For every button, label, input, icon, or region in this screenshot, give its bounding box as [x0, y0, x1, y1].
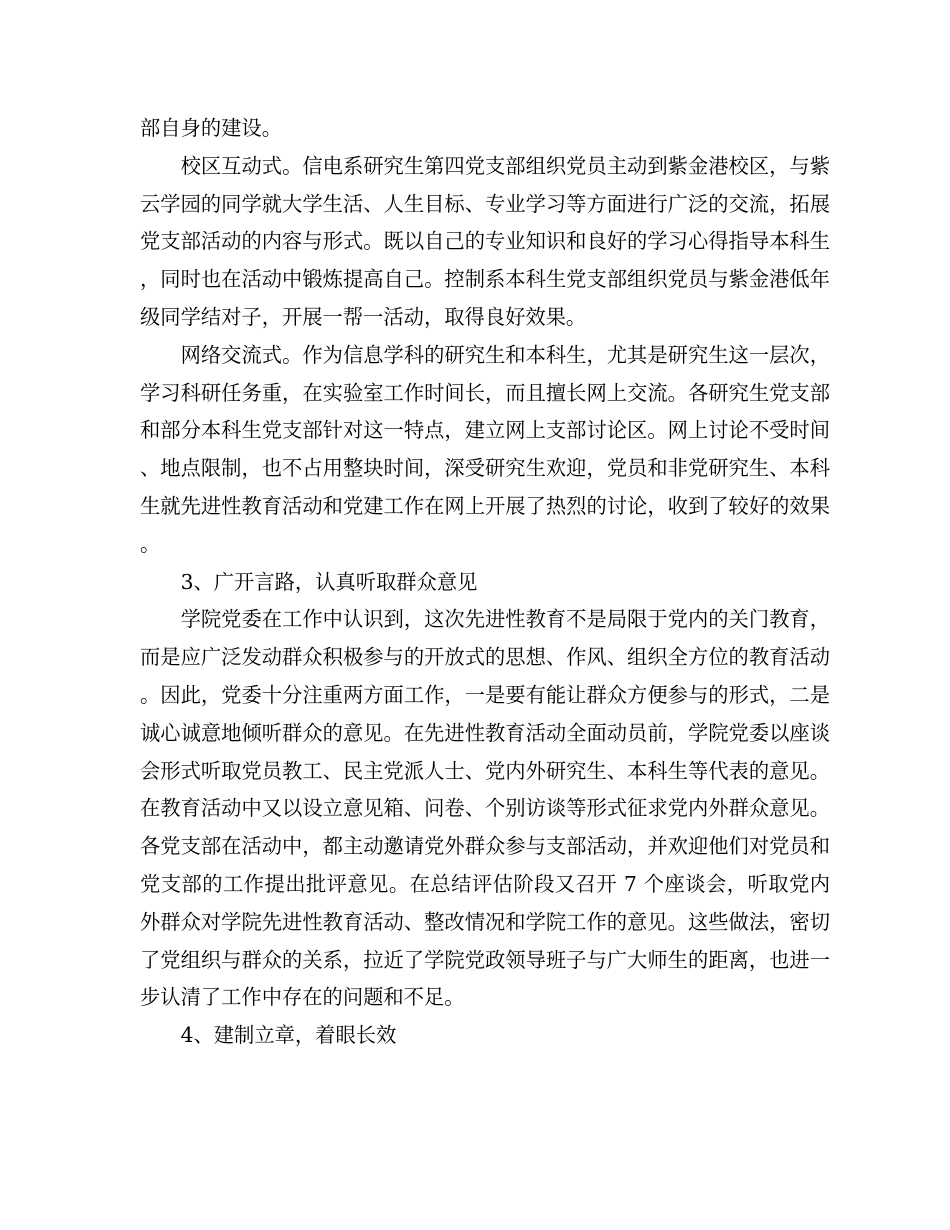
section-heading-3: 3、广开言路，认真听取群众意见 — [180, 569, 478, 594]
paragraph-listen-opinions: 学院党委在工作中认识到，这次先进性教育不是局限于党内的关门教育，而是应广泛发动群众积极参与的开放式的思想、作风、组织全方位的教育活动。因此，党委十分注重两方面工作，一是要有能让群众方便参与的形式，二是诚心诚意地倾听群众的意见。在先进性教育活动全面动员前，学院党委以座谈会形式听取党员教工、民主党派人士、党内外研究生、本科生等代表的意见。在教育活动中又以设立意见箱、问卷、个别访谈等形式征求党内外群众意见。各党支部在活动中，都主动邀请党外群众参与支部活动，并欢迎他们对党员和党支部的工作提出批评意见。在总结评估阶段又召开 7 个座谈会，听取党内外群众对学院先进性教育活动、整改情况和学院工作的意见。这些做法，密切了党组织与群众的关系，拉近了学院党政领导班子与广大师生的距离，也进一步认清了工作中存在的问题和不足。 — [140, 607, 830, 1010]
document-body — [140, 110, 830, 1055]
paragraph-continuation: 部自身的建设。 — [140, 116, 282, 140]
paragraph-online-exchange: 网络交流式。作为信息学科的研究生和本科生，尤其是研究生这一层次，学习科研任务重，在实验室工作时间长，而且擅长网上交流。各研究生党支部和部分本科生党支部针对这一特点，建立网上支部讨论区。网上讨论不受时间、地点限制，也不占用整块时间，深受研究生欢迎，党员和非党研究生、本科生就先进性教育活动和党建工作在网上开展了热烈的讨论，收到了较好的效果。 — [140, 342, 830, 556]
section-heading-4: 4、建制立章，着眼长效 — [180, 1023, 397, 1048]
paragraph-campus-interaction: 校区互动式。信电系研究生第四党支部组织党员主动到紫金港校区，与紫云学园的同学就大学生活、人生目标、专业学习等方面进行广泛的交流，拓展党支部活动的内容与形式。既以自己的专业知识和良好的学习心得指导本科生，同时也在活动中锻炼提高自己。控制系本科生党支部组织党员与紫金港低年级同学结对子，开展一帮一活动，取得良好效果。 — [140, 153, 830, 329]
